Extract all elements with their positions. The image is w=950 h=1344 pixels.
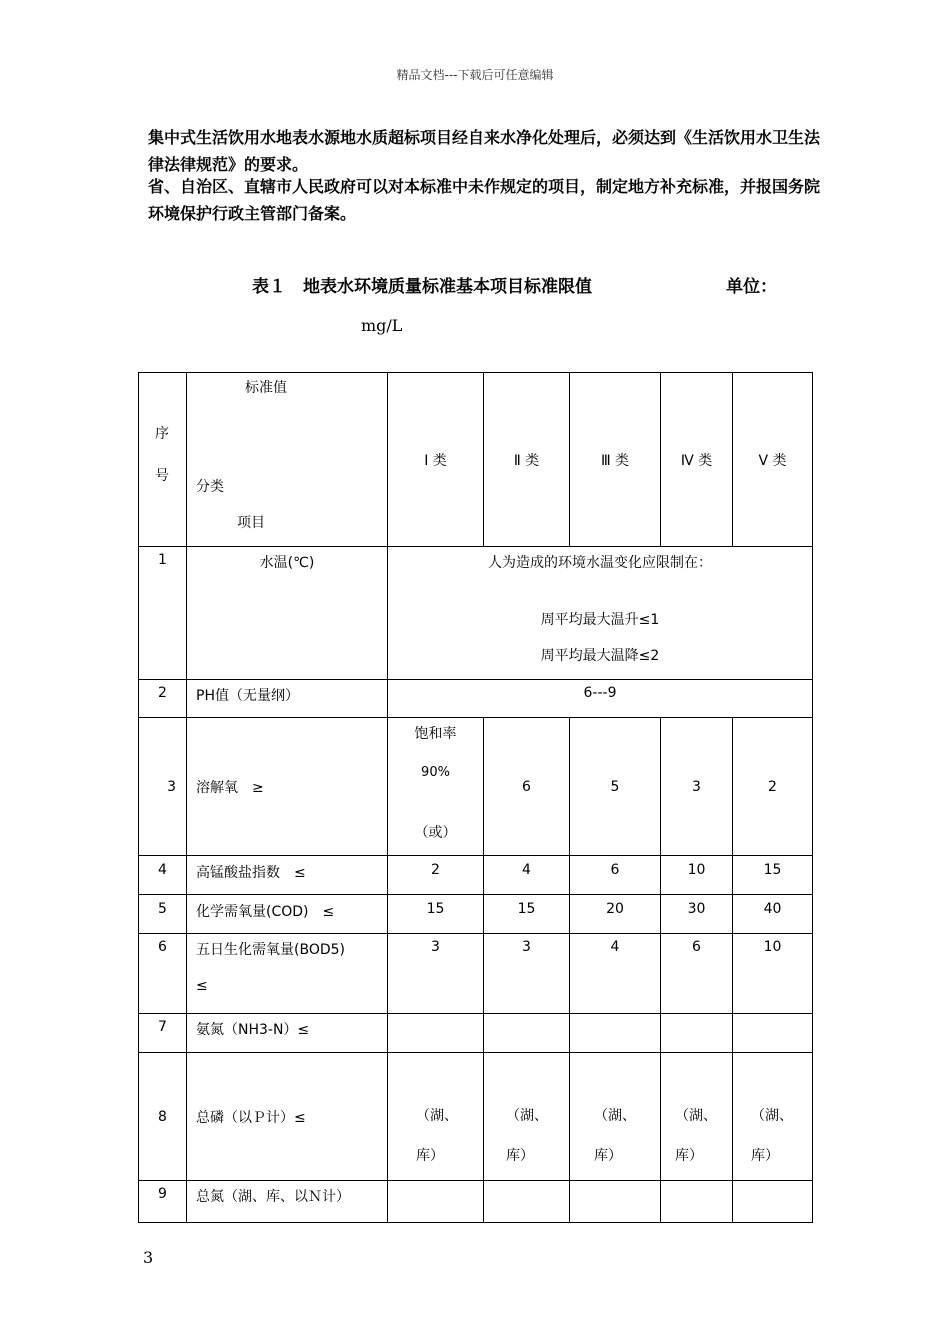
standards-table (138, 372, 813, 1223)
value-cell: 10 (733, 934, 813, 1014)
header-standard-value: 标准值 (245, 380, 287, 396)
value-cell: 3 (388, 934, 484, 1014)
table-row (139, 1014, 813, 1053)
value-cell: 15 (484, 895, 570, 934)
lake-reservoir-cell (661, 1053, 733, 1181)
value-cell: 6 (661, 934, 733, 1014)
unit-value: mg/L (361, 316, 403, 335)
class-5-header: Ⅴ 类 (733, 373, 813, 547)
lake-reservoir-note-b: 库） (751, 1148, 779, 1164)
lake-reservoir-note-a: （湖、 (594, 1108, 636, 1124)
value-cell: 15 (388, 895, 484, 934)
table-title: 表１ 地表水环境质量标准基本项目标准限值 (252, 277, 592, 297)
class-2-header: Ⅱ 类 (484, 373, 570, 547)
value-cell (484, 1181, 570, 1223)
value-cell: 30 (661, 895, 733, 934)
row-number: 5 (139, 895, 187, 934)
water-temp-note-line-2: 周平均最大温升≤1 (540, 612, 660, 628)
value-cell (733, 1014, 813, 1053)
value-cell: 15 (733, 856, 813, 895)
header-item: 项目 (237, 515, 265, 531)
item-name-cell (187, 934, 388, 1014)
row-number: 8 (139, 1053, 187, 1181)
item-name: 总氮（湖、库、以Ｎ计） (187, 1181, 388, 1223)
seq-header-cell (139, 373, 187, 547)
diagonal-header-cell (187, 373, 388, 547)
saturation-label: 饱和率 (414, 726, 457, 742)
item-name-suffix: ≤ (196, 978, 208, 994)
item-name: 化学需氧量(COD) ≤ (187, 895, 388, 934)
value-cell (570, 1014, 661, 1053)
header-category: 分类 (196, 479, 224, 495)
lake-reservoir-cell (733, 1053, 813, 1181)
table-row (139, 718, 813, 856)
item-name: 总磷（以Ｐ计）≤ (187, 1053, 388, 1181)
value-cell: 2 (733, 718, 813, 856)
value-cell (661, 1014, 733, 1053)
page-number: 3 (143, 1248, 154, 1267)
ph-value: 6---9 (388, 680, 813, 718)
lake-reservoir-note-a: （湖、 (416, 1108, 458, 1124)
class-4-header: Ⅳ 类 (661, 373, 733, 547)
class-1-header: Ⅰ 类 (388, 373, 484, 547)
page-header: 精品文档---下载后可任意编辑 (396, 68, 554, 82)
lake-reservoir-note-b: 库） (506, 1148, 534, 1164)
seq-header-char-2: 号 (155, 468, 169, 484)
water-temp-note-cell (388, 547, 813, 680)
lake-reservoir-note-b: 库） (675, 1148, 703, 1164)
value-cell (733, 1181, 813, 1223)
row-number: 9 (139, 1181, 187, 1223)
item-name: 高锰酸盐指数 ≤ (187, 856, 388, 895)
saturation-cell (388, 718, 484, 856)
value-cell: 10 (661, 856, 733, 895)
value-cell: 2 (388, 856, 484, 895)
row-number: 2 (139, 680, 187, 718)
lake-reservoir-note-b: 库） (416, 1148, 444, 1164)
item-name: 氨氮（NH3-N）≤ (187, 1014, 388, 1053)
item-name: 五日生化需氧量(BOD5) (196, 942, 345, 958)
value-cell: 3 (661, 718, 733, 856)
table-row (139, 1181, 813, 1223)
value-cell: 4 (484, 856, 570, 895)
table-row (139, 1053, 813, 1181)
unit-label: 单位： (726, 277, 777, 297)
value-cell: 6 (570, 856, 661, 895)
value-cell (484, 1014, 570, 1053)
lake-reservoir-cell (484, 1053, 570, 1181)
paragraph-1: 集中式生活饮用水地表水源地水质超标项目经自来水净化处理后，必须达到《生活饮用水卫生法律法律规范》的要求。 (148, 128, 821, 174)
lake-reservoir-note-a: （湖、 (506, 1108, 548, 1124)
water-temp-note-line-3: 周平均最大温降≤2 (540, 648, 660, 664)
value-cell: 20 (570, 895, 661, 934)
saturation-or: （或） (414, 825, 457, 841)
saturation-percent: 90% (421, 765, 450, 780)
seq-header-char-1: 序 (155, 426, 169, 442)
value-cell (661, 1181, 733, 1223)
water-temp-note-line-1: 人为造成的环境水温变化应限制在： (488, 555, 712, 571)
item-name: 溶解氧 ≥ (187, 718, 388, 856)
value-cell (388, 1014, 484, 1053)
lake-reservoir-cell (388, 1053, 484, 1181)
item-name: PH值（无量纲） (187, 680, 388, 718)
row-number: 3 (139, 718, 187, 856)
lake-reservoir-cell (570, 1053, 661, 1181)
row-number: 7 (139, 1014, 187, 1053)
row-number: 4 (139, 856, 187, 895)
value-cell: 5 (570, 718, 661, 856)
table-row (139, 895, 813, 934)
table-row (139, 547, 813, 680)
row-number: 1 (139, 547, 187, 680)
value-cell: 4 (570, 934, 661, 1014)
item-name: 水温(℃) (187, 547, 388, 680)
lake-reservoir-note-a: （湖、 (675, 1108, 717, 1124)
value-cell: 40 (733, 895, 813, 934)
lake-reservoir-note-a: （湖、 (751, 1108, 793, 1124)
paragraph-2: 省、自治区、直辖市人民政府可以对本标准中未作规定的项目，制定地方补充标准，并报国务院环境保护行政主管部门备案。 (148, 177, 821, 223)
lake-reservoir-note-b: 库） (594, 1148, 622, 1164)
value-cell: 6 (484, 718, 570, 856)
value-cell (388, 1181, 484, 1223)
table-row (139, 856, 813, 895)
table-header-row (139, 373, 813, 547)
table-row (139, 680, 813, 718)
value-cell: 3 (484, 934, 570, 1014)
value-cell (570, 1181, 661, 1223)
table-row (139, 934, 813, 1014)
row-number: 6 (139, 934, 187, 1014)
class-3-header: Ⅲ 类 (570, 373, 661, 547)
